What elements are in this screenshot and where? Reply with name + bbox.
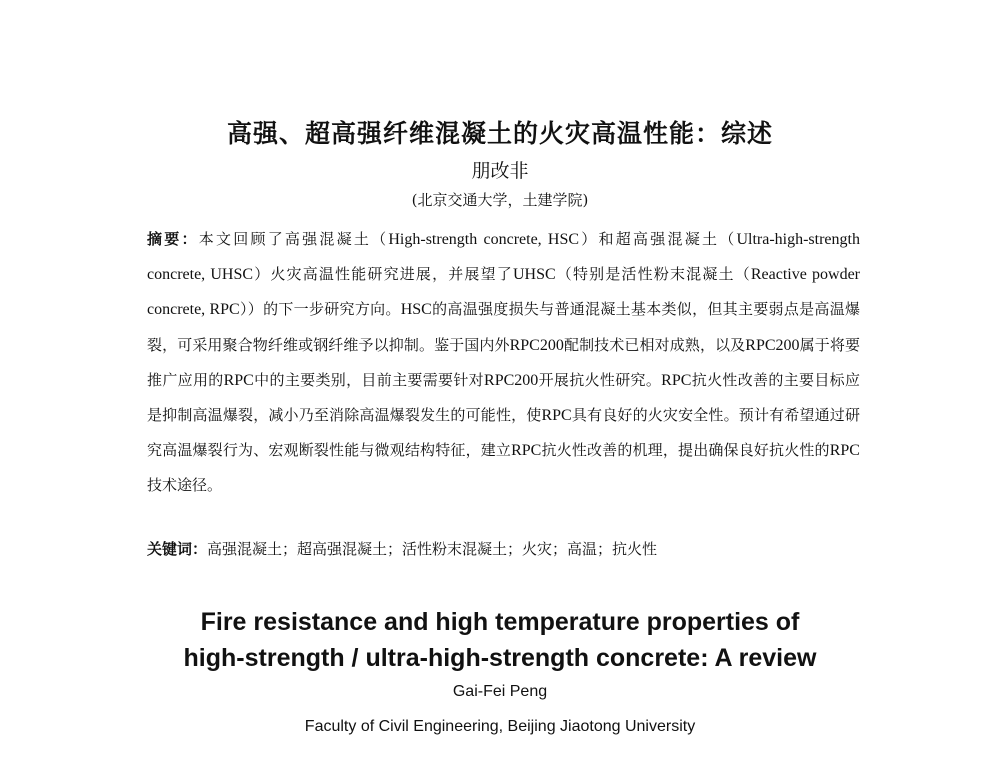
chinese-affiliation: (北京交通大学，土建学院) — [411, 191, 589, 209]
english-affiliation: Faculty of Civil Engineering, Beijing Jiaotong University — [304, 718, 696, 735]
abstract-term: Ultra-high-strength concrete, UHSC — [147, 231, 860, 284]
abstract-term: High-strength concrete, HSC — [388, 231, 580, 248]
abstract-text: 属于将要推广应用的 — [147, 335, 860, 389]
abstract-text: 开展抗火性研究。 — [538, 370, 662, 389]
english-author: Gai-Fei Peng — [452, 683, 548, 700]
abstract-text: 抗火性改善的主要目标应是抑制高温爆裂，减小乃至消除高温爆裂发生的可能性，使 — [147, 370, 860, 425]
chinese-abstract — [147, 222, 860, 503]
chinese-keywords — [147, 538, 860, 559]
english-title — [0, 604, 1000, 676]
abstract-term: RPC — [541, 407, 572, 425]
abstract-label: 摘要： — [147, 230, 199, 248]
abstract-text: 技术途径。 — [147, 476, 223, 495]
abstract-text: 的高温强度损失与普通混凝土基本类似，但其主要弱点是高温爆裂，可采用聚合物纤维或钢纤维予以抑制。鉴于国内外 — [147, 300, 860, 354]
abstract-term: RPC — [511, 442, 542, 460]
abstract-text: ）和超高强混凝土（ — [579, 230, 737, 248]
chinese-author: 朋改非 — [471, 160, 529, 182]
abstract-text: ））的下一步研究方向。 — [239, 300, 401, 319]
abstract-term: RPC200 — [509, 336, 564, 354]
abstract-text: 中的主要类别，目前主要需要针对 — [253, 370, 485, 389]
english-title-line: Fire resistance and high temperature properties of — [200, 608, 800, 636]
english-title-line: high-strength / ultra-high-strength concrete: A review — [183, 644, 817, 672]
abstract-text: 本文回顾了高强混凝土（ — [198, 230, 389, 248]
abstract-term: UHSC — [512, 266, 556, 284]
abstract-text: ）火灾高温性能研究进展，并展望了 — [253, 265, 513, 284]
abstract-term: RPC — [829, 442, 860, 460]
abstract-term: RPC200 — [745, 336, 800, 354]
abstract-term: RPC — [661, 371, 692, 389]
abstract-term: HSC — [400, 301, 432, 319]
abstract-text: 配制技术已相对成熟，以及 — [563, 335, 746, 354]
keywords-label: 关键词： — [147, 540, 208, 558]
abstract-text: 具有良好的火灾安全性。预计有希望通过研究高温爆裂行为、宏观断裂性能与微观结构特征，建立 — [147, 406, 860, 460]
abstract-term: RPC200 — [484, 371, 539, 389]
abstract-text: 抗火性改善的机理，提出确保良好抗火性的 — [541, 441, 830, 460]
abstract-text: （特别是活性粉末混凝土（ — [555, 265, 751, 284]
keywords-text: 高强混凝土；超高强混凝土；活性粉末混凝土；火灾；高温；抗火性 — [207, 540, 658, 558]
abstract-term: Reactive powder concrete, RPC — [147, 266, 860, 319]
abstract-term: RPC — [223, 371, 254, 389]
chinese-title: 高强、超高强纤维混凝土的火灾高温性能：综述 — [226, 119, 773, 148]
